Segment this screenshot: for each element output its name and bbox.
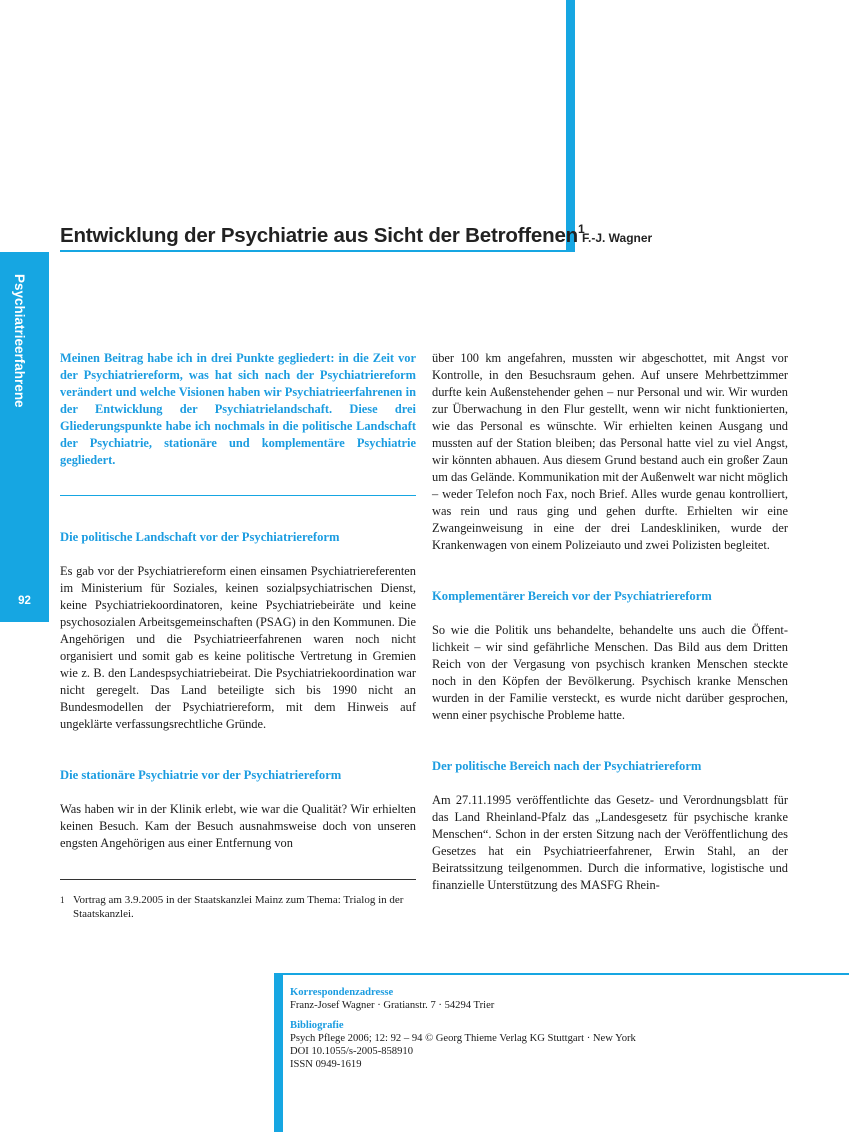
footnote bbox=[60, 894, 416, 921]
section-heading-complementary-before: Komplementärer Bereich vor der Psychiatriereform bbox=[432, 589, 712, 603]
info-box bbox=[290, 986, 830, 1071]
abstract: Meinen Beitrag habe ich in drei Punkte gegliedert: in die Zeit vor der Psychiatriereform, was hat sich nach der Psychiatriereform verändert und welche Visionen haben wir Psychiatrieerfahrenen in der Entwicklung der Psychiatrielandschaft. Diese drei Gliederungspunkte habe ich nochmals in die politische Landschaft der Psychiatrie, stationäre und komplementäre Psychiatrie gegliedert. bbox=[60, 351, 416, 467]
bibliography-citation: Psych Pflege 2006; 12: 92 – 94 © Georg Thieme Verlag KG Stuttgart · New York bbox=[290, 1033, 636, 1044]
section-heading-political-after: Der politische Bereich nach der Psychiatriereform bbox=[432, 759, 702, 773]
paragraph-political-before: Es gab vor der Psychiatriereform einen einsamen Psychiatriereferenten im Ministerium für Soziales, keinen sozialpsychiatrischen Dienst, keine Psychiatriekoordinatoren, keine Psychiatriebeiräte und keine psychosozialen Arbeitsgemeinschaften (PSAG) in den Kommunen. Die Angehörigen und die Psychiatrieerfahrenen waren noch nicht organisiert und somit gab es keine politische Vertretung in Gremien wie z. B. den Landespsychiatriebeirat. Die Psychiatriekoordination war nicht geregelt. Das Land beteiligte sich bis 1990 nicht an Bundesmodellen der Psychiatriereform, mit dem Hinweis auf ungeklärte verfassungsrechtliche Gründe. bbox=[60, 564, 416, 731]
paragraph-political-after: Am 27.11.1995 veröffentlichte das Gesetz- und Verordnungsblatt für das Land Rheinland-Pfalz das „Landesgesetz für psychische kranke Menschen“. Schon in der ersten Sitzung nach der Veröffentlichung des Gesetzes hat ein Psychiatrieerfahrener, Erwin Stahl, an der Beiratssitzung teilgenommen. Durch die informative, logistische und finanzielle Unterstützung des MASFG Rhein- bbox=[432, 793, 788, 892]
correspondence-heading: Korrespondenzadresse bbox=[290, 987, 394, 998]
paragraph-stationary-before: Was haben wir in der Klinik erlebt, wie war die Qualität? Wir erhielten keinen Besuch. Kam der Besuch ausnahmsweise doch von unseren engsten Angehörigen aus einer Entfernung von bbox=[60, 802, 416, 850]
footnote-mark: 1 bbox=[60, 895, 65, 905]
left-column bbox=[60, 350, 416, 921]
bibliography-doi[interactable]: DOI 10.1055/s-2005-858910 bbox=[290, 1046, 413, 1057]
section-sidebar bbox=[0, 252, 49, 622]
paragraph-stationary-continued: über 100 km angefahren, mussten wir abgeschottet, mit Angst vor Kontrolle, in den Besuchsraum gehen. Auf unsere Mehrbettzimmer durfte kein Außenstehender gehen – nur Personal und wir. Wir wurden zur Überwachung in den Flur gestellt, wenn wir nicht funktionierten, wie das Personal es wünschte. Wir erhielten keinen Ausgang und mussten auf der Station bleiben; das Personal hatte viel zu viel Angst, wir könnten abhauen. Aus diesem Grund bestand auch ein großer Zaun um das Gelände. Kommunikation mit der Außenwelt war nicht möglich – weder Telefon noch Fax, noch Brief. Alles wurde genau kontrolliert, was rein und raus ging und gehen durfte. Erhielten wir eine Zwangeinweisung in eine der drei Landeskliniken, wurde der Krankenwagen von einem Polizeiauto und zwei Polizisten begleitet. bbox=[432, 351, 788, 552]
correspondence-address: Franz-Josef Wagner · Gratianstr. 7 · 54294 Trier bbox=[290, 1000, 495, 1011]
author-name: F.-J. Wagner bbox=[582, 231, 653, 245]
title-footnote-ref[interactable]: 1 bbox=[577, 222, 585, 236]
paragraph-complementary-before: So wie die Politik uns behandelte, behandelte uns auch die Öffentlichkeit – wir sind gefährliche Menschen. Das Bild aus dem Dritten Reich von der Vergasung von psychisch kranken Menschen steckte noch in den Köpfen der Bevölkerung. Psychisch kranke Menschen wurden in der Familie versteckt, es wurde nicht darüber gesprochen, wenn einer psychische Probleme hatte. bbox=[432, 623, 788, 722]
section-heading-stationary-before: Die stationäre Psychiatrie vor der Psychiatriereform bbox=[60, 768, 342, 782]
section-label: Psychiatrieerfahrene bbox=[12, 274, 27, 408]
article-title-text: Entwicklung der Psychiatrie aus Sicht der Betroffenen bbox=[60, 224, 578, 247]
top-accent-bar bbox=[566, 0, 575, 252]
bibliography-issn: ISSN 0949-1619 bbox=[290, 1059, 362, 1070]
info-box-side-bar bbox=[274, 973, 283, 1132]
page-number: 92 bbox=[18, 595, 31, 607]
section-heading-political-before: Die politische Landschaft vor der Psychiatriereform bbox=[60, 530, 340, 544]
title-rule bbox=[60, 250, 575, 252]
right-column bbox=[432, 350, 788, 894]
info-box-top-rule bbox=[274, 973, 849, 975]
abstract-divider bbox=[60, 495, 416, 496]
footnote-rule bbox=[60, 879, 416, 880]
article-title bbox=[60, 222, 584, 248]
bibliography-heading: Bibliografie bbox=[290, 1020, 344, 1031]
footnote-text: Vortrag am 3.9.2005 in der Staatskanzlei Mainz zum Thema: Trialog in der Staatskanzlei. bbox=[73, 894, 404, 920]
